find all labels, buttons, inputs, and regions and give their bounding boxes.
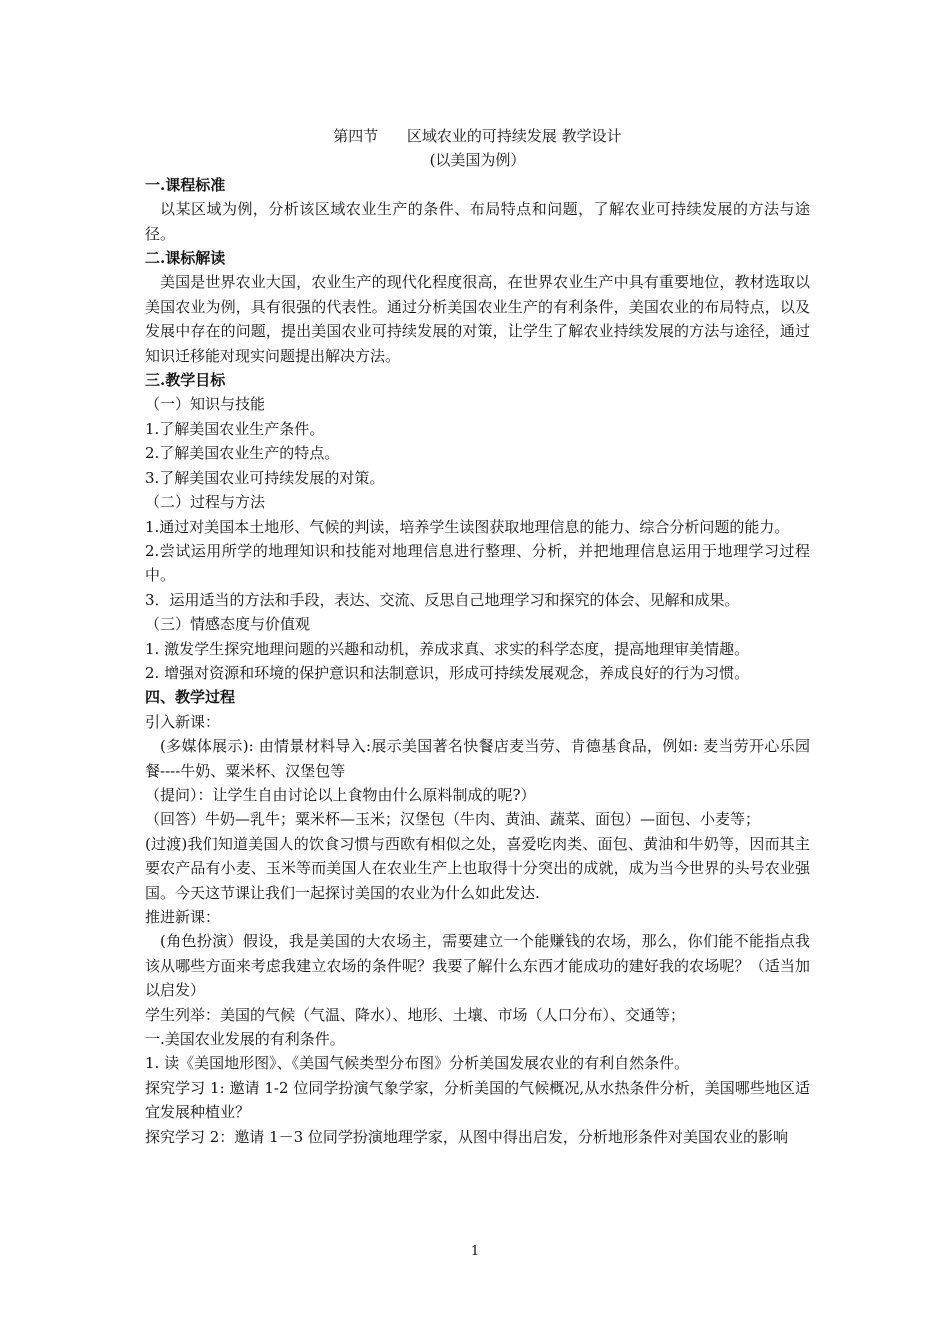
list-item: 2. 增强对资源和环境的保护意识和法制意识，形成可持续发展观念，养成良好的行为习惯。 xyxy=(145,663,750,682)
paragraph: （提问）：让学生自由讨论以上食物由什么原料制成的呢?） xyxy=(145,785,536,804)
paragraph: 引入新课： xyxy=(145,712,221,731)
section-heading: 一.课程标准 xyxy=(145,175,226,194)
paragraph: (多媒体展示): 由情景材料导入:展示美国著名快餐店麦当劳、肯德基食品，例如: 麦当劳开心乐园餐----牛奶、粟米杯、汉堡包等 xyxy=(145,737,810,780)
list-item: 3.了解美国农业可持续发展的对策。 xyxy=(145,468,385,487)
subsection-label: （二）过程与方法 xyxy=(145,493,266,512)
document-body xyxy=(145,124,810,1149)
section-heading: 四、教学过程 xyxy=(145,688,236,707)
paragraph: 一.美国农业发展的有利条件。 xyxy=(145,1030,345,1049)
subsection-label: （一）知识与技能 xyxy=(145,395,266,414)
list-item: 1. 激发学生探究地理问题的兴趣和动机，养成求真、求实的科学态度，提高地理审美情趣。 xyxy=(145,639,750,658)
list-item: 1.通过对美国本土地形、气候的判读，培养学生读图获取地理信息的能力、综合分析问题的能力。 xyxy=(145,517,790,536)
list-item: 2.了解美国农业生产的特点。 xyxy=(145,444,340,463)
paragraph: 推进新课： xyxy=(145,908,221,926)
paragraph: 探究学习 1: 邀请 1-2 位同学扮演气象学家，分析美国的气候概况,从水热条件分析，美国哪些地区适宜发展种植业？ xyxy=(145,1078,810,1122)
paragraph: 1. 读《美国地形图》、《美国气候类型分布图》分析美国发展农业的有利自然条件。 xyxy=(145,1054,690,1073)
section-heading: 三.教学目标 xyxy=(145,371,226,390)
paragraph: 以某区域为例，分析该区域农业生产的条件、布局特点和问题，了解农业可持续发展的方法与途径。 xyxy=(145,200,810,243)
list-item: 3．运用适当的方法和手段，表达、交流、反思自己地理学习和探究的体会、见解和成果。 xyxy=(145,590,740,609)
list-item: 2.尝试运用所学的地理知识和技能对地理信息进行整理、分析，并把地理信息运用于地理学习过程中。 xyxy=(145,541,810,585)
paragraph: 探究学习 2：邀请 1－3 位同学扮演地理学家，从图中得出启发，分析地形条件对美国农业的影响 xyxy=(145,1127,788,1146)
list-item: 1.了解美国农业生产条件。 xyxy=(145,419,325,438)
paragraph: (过渡)我们知道美国人的饮食习惯与西欧有相似之处，喜爱吃肉类、面包、黄油和牛奶等，因而其主要农产品有小麦、玉米等而美国人在农业生产上也取得十分突出的成就，成为当今世界的头号农业强国。今天这节课让我们一起探讨美国的农业为什么如此发达. xyxy=(145,834,810,902)
page-number: 1 xyxy=(470,1244,480,1259)
section-heading: 二.课标解读 xyxy=(145,249,226,268)
paragraph: (角色扮演）假设，我是美国的大农场主，需要建立一个能赚钱的农场，那么，你们能不能指点我该从哪些方面来考虑我建立农场的条件呢？我要了解什么东西才能成功的建好我的农场呢？（适当加以启发） xyxy=(145,932,810,1000)
document-title: 第四节 区域农业的可持续发展 教学设计 xyxy=(333,127,622,145)
subsection-label: （三）情感态度与价值观 xyxy=(145,615,311,634)
document-subtitle: (以美国为例） xyxy=(429,151,526,170)
paragraph: （回答）牛奶—乳牛；粟米杯—玉米；汉堡包（牛肉、黄油、蔬菜、面包）—面包、小麦等； xyxy=(145,810,761,829)
paragraph: 学生列举：美国的气候（气温、降水）、地形、土壤、市场（人口分布）、交通等； xyxy=(145,1005,686,1024)
paragraph: 美国是世界农业大国，农业生产的现代化程度很高，在世界农业生产中具有重要地位，教材选取以美国农业为例，具有很强的代表性。通过分析美国农业生产的有利条件，美国农业的布局特点，以及发展中存在的问题，提出美国农业可持续发展的对策，让学生了解农业持续发展的方法与途径，通过知识迁移能对现实问题提出解决方法。 xyxy=(145,273,810,365)
